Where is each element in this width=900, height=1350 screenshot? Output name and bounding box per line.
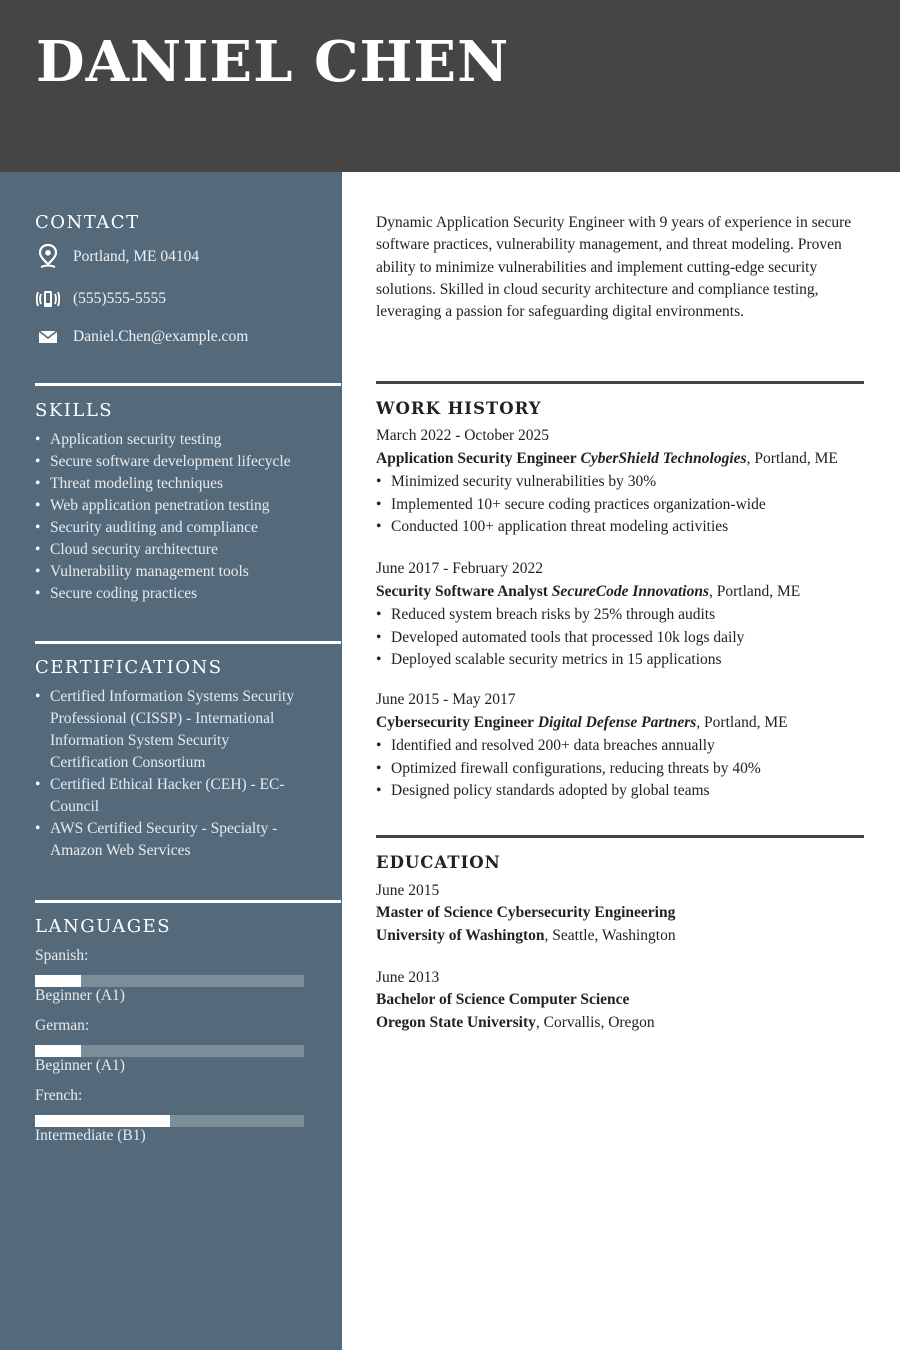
language-level: Intermediate (B1) [35,1127,146,1144]
job-bullet: • Developed automated tools that processed 10k logs daily [376,627,864,650]
certification-item: • Certified Information Systems Security Professional (CISSP) - International Information System Security Certification Consortium [35,686,295,774]
certification-item: • Certified Ethical Hacker (CEH) - EC-Council [35,774,295,818]
resume-header [0,0,900,172]
skill-item: • Cloud security architecture [35,539,341,561]
language-proficiency-bar [35,975,304,987]
language-proficiency-fill [35,975,81,987]
job-company: SecureCode Innovations [551,583,709,600]
contact-phone: (555)555-5555 [73,290,166,307]
skill-item: • Threat modeling techniques [35,473,341,495]
sidebar-divider [35,383,341,386]
languages-heading: LANGUAGES [35,916,172,937]
education-school: University of Washington [376,926,545,944]
skill-item: • Web application penetration testing [35,495,341,517]
contact-phone-row [35,286,166,312]
job-bullets [376,604,864,672]
job-title-line [376,711,864,735]
location-pin-icon [35,244,61,270]
contact-email[interactable]: Daniel.Chen@example.com [73,328,249,345]
language-proficiency-bar [35,1115,304,1127]
job-location: , Portland, ME [746,450,838,467]
job-bullet: • Optimized firewall configurations, reducing threats by 40% [376,758,864,781]
education-date: June 2013 [376,969,440,986]
contact-heading: CONTACT [35,212,140,233]
skills-list [35,429,341,605]
language-proficiency-fill [35,1115,170,1127]
education-school: Oregon State University [376,1013,536,1031]
certifications-list [35,686,295,862]
skills-heading: SKILLS [35,400,114,421]
job-date: March 2022 - October 2025 [376,427,550,444]
skill-item: • Secure coding practices [35,583,341,605]
section-divider [376,381,864,384]
skill-item: • Vulnerability management tools [35,561,341,583]
education-date: June 2015 [376,882,440,899]
job-title: Security Software Analyst [376,583,548,600]
job-title-line [376,580,864,604]
language-name: Spanish: [35,947,89,964]
language-proficiency-bar [35,1045,304,1057]
language-proficiency-fill [35,1045,81,1057]
education-entry [376,880,864,947]
job-title-line [376,447,864,471]
job-bullets [376,471,864,539]
sidebar [0,172,342,1350]
education-degree: Master of Science Cybersecurity Engineering [376,904,676,922]
contact-address: Portland, ME 04104 [73,248,200,265]
certifications-section [35,657,295,862]
language-level: Beginner (A1) [35,987,125,1004]
languages-section [35,916,341,1146]
phone-icon [35,286,61,312]
contact-section [35,212,341,352]
job-entry [376,689,864,803]
job-bullet: • Reduced system breach risks by 25% through audits [376,604,864,627]
sidebar-divider [35,900,341,903]
candidate-name: DANIEL CHEN [36,29,510,95]
job-location: , Portland, ME [696,714,788,731]
sidebar-divider [35,641,341,644]
job-location: , Portland, ME [709,583,801,600]
job-title: Application Security Engineer [376,450,577,467]
job-bullet: • Minimized security vulnerabilities by 30% [376,471,864,494]
language-name: French: [35,1087,83,1104]
job-company: CyberShield Technologies [580,450,747,467]
job-bullet: • Conducted 100+ application threat modeling activities [376,516,864,539]
job-entry [376,558,864,672]
job-bullet: • Implemented 10+ secure coding practices organization-wide [376,494,864,517]
contact-email-row [35,324,248,350]
job-date: June 2015 - May 2017 [376,691,516,708]
job-date: June 2017 - February 2022 [376,560,544,577]
education-entry [376,967,864,1034]
email-icon [35,324,61,350]
education-school-line [376,925,864,947]
job-bullets [376,735,864,803]
job-bullet: • Deployed scalable security metrics in 15 applications [376,649,864,672]
professional-summary: Dynamic Application Security Engineer with 9 years of experience in secure software practices, vulnerability management, and threat modeling. Proven ability to minimize vulnerabilities and implement cutting-edge security solutions. Skilled in cloud security architecture and compliance testing, leveraging a passion for safeguarding digital environments. [376,214,852,321]
job-title: Cybersecurity Engineer [376,714,534,731]
job-company: Digital Defense Partners [537,714,697,731]
job-bullet: • Designed policy standards adopted by global teams [376,780,864,803]
contact-address-row [35,244,199,270]
skills-section [35,400,341,605]
skill-item: • Security auditing and compliance [35,517,341,539]
skill-item: • Secure software development lifecycle [35,451,341,473]
job-entry [376,425,864,539]
certification-item: • AWS Certified Security - Specialty - Amazon Web Services [35,818,295,862]
education-degree: Bachelor of Science Computer Science [376,991,630,1009]
job-bullet: • Identified and resolved 200+ data breaches annually [376,735,864,758]
education-school-line [376,1012,864,1034]
education-heading: EDUCATION [376,853,501,872]
language-name: German: [35,1017,90,1034]
education-location: , Seattle, Washington [544,926,676,944]
language-level: Beginner (A1) [35,1057,125,1074]
section-divider [376,835,864,838]
education-location: , Corvallis, Oregon [535,1013,655,1031]
certifications-heading: CERTIFICATIONS [35,657,223,678]
work-history-heading: WORK HISTORY [376,399,542,418]
skill-item: • Application security testing [35,429,341,451]
